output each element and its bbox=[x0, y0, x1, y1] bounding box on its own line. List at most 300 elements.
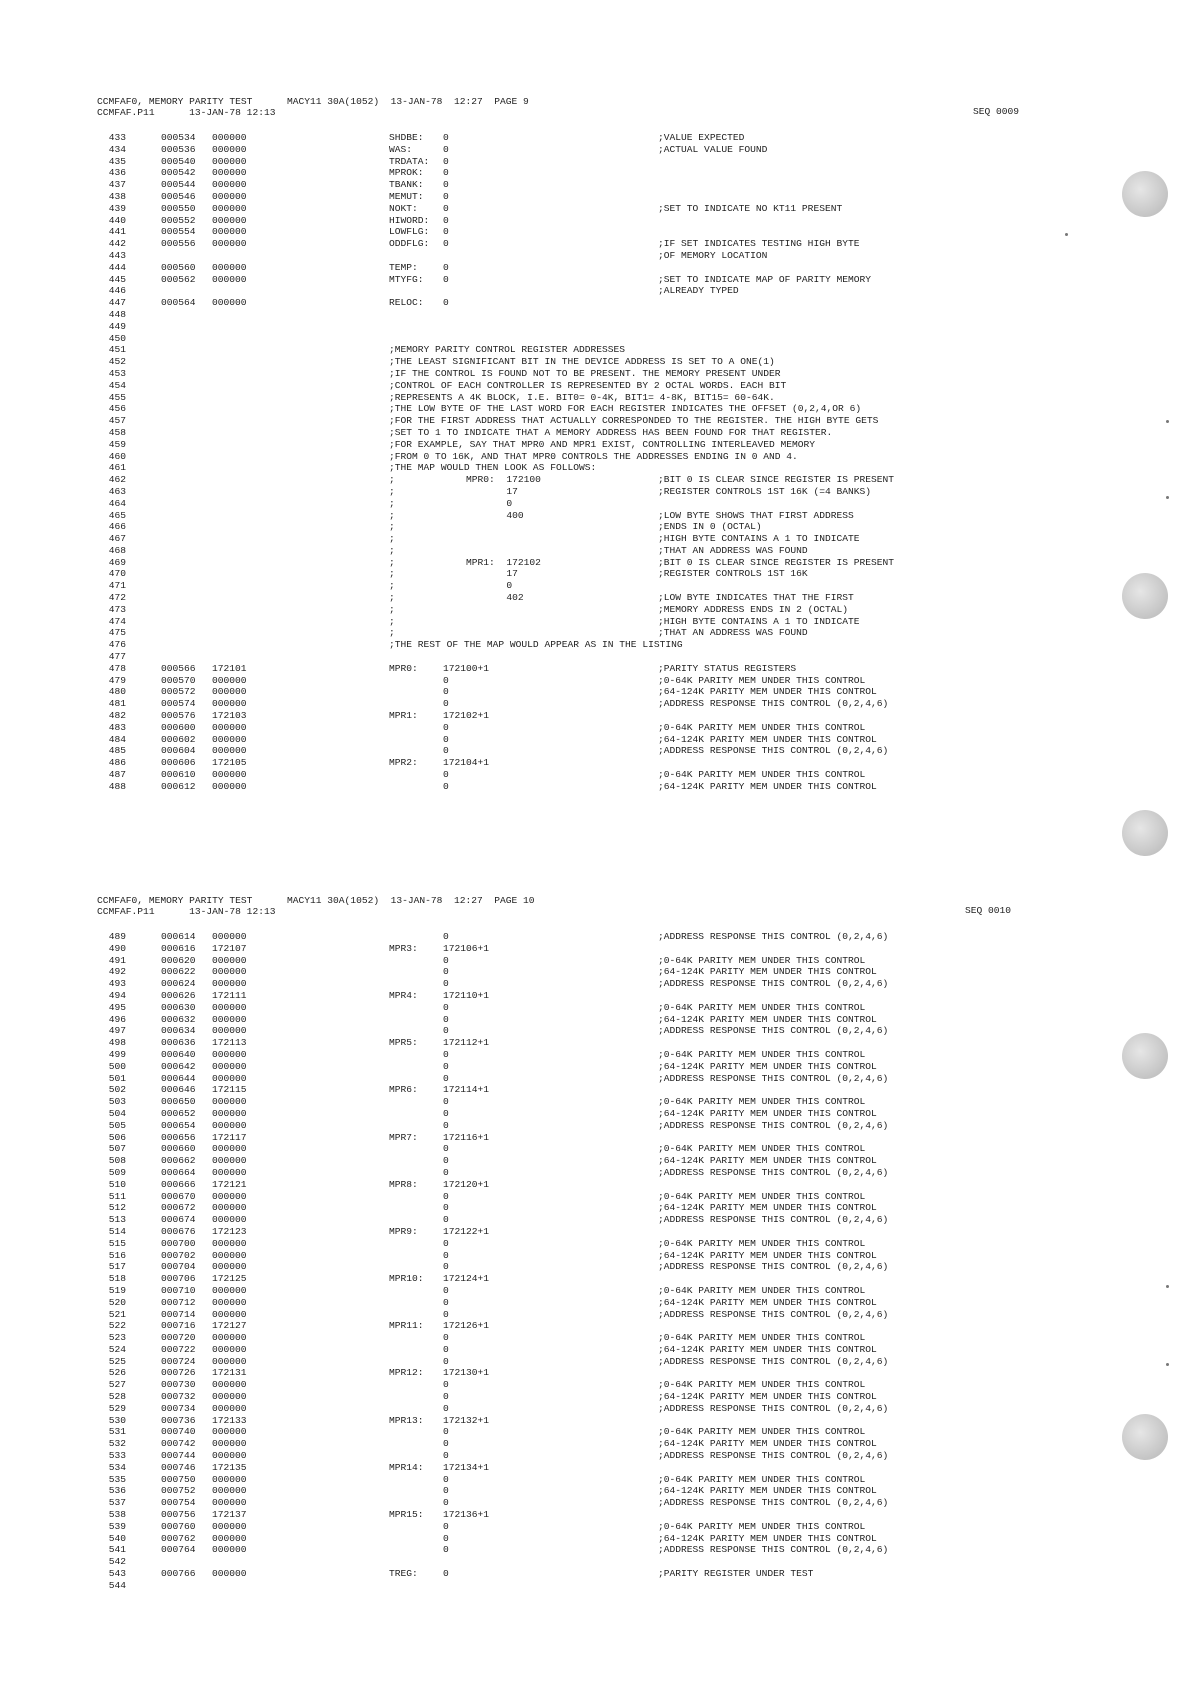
address: 000740 bbox=[161, 1426, 196, 1438]
value: 000000 bbox=[212, 261, 247, 273]
address: 000704 bbox=[161, 1261, 196, 1273]
address: 000652 bbox=[161, 1107, 196, 1119]
label: HIWORD: bbox=[389, 214, 430, 226]
line-number: 446 bbox=[108, 285, 126, 297]
value: 000000 bbox=[212, 273, 247, 285]
comment: ;0-64K PARITY MEM UNDER THIS CONTROL bbox=[658, 1284, 866, 1296]
line-number: 537 bbox=[108, 1497, 126, 1509]
value: 000000 bbox=[212, 769, 247, 781]
operand: 172110+1 bbox=[443, 989, 490, 1001]
address: 000642 bbox=[161, 1060, 196, 1072]
operand: 0 bbox=[443, 580, 513, 592]
listing-line bbox=[0, 215, 1190, 227]
operand: 0 bbox=[443, 1438, 449, 1450]
address: 000660 bbox=[161, 1143, 196, 1155]
address: 000570 bbox=[161, 674, 196, 686]
operand: 0 bbox=[443, 1202, 449, 1214]
line-number: 442 bbox=[108, 238, 126, 250]
listing-line bbox=[0, 604, 1190, 616]
listing-line bbox=[0, 1191, 1190, 1203]
listing-line bbox=[0, 1497, 1190, 1509]
value: 000000 bbox=[212, 1249, 247, 1261]
operand: 0 bbox=[443, 721, 449, 733]
operand: 0 bbox=[443, 1426, 449, 1438]
listing-line bbox=[0, 403, 1190, 415]
address: 000552 bbox=[161, 214, 196, 226]
listing-line bbox=[0, 1438, 1190, 1450]
value: 172105 bbox=[212, 757, 247, 769]
label: TBANK: bbox=[389, 179, 424, 191]
address: 000556 bbox=[161, 238, 196, 250]
line-number: 494 bbox=[108, 989, 126, 1001]
listing-line bbox=[0, 757, 1190, 769]
line-number: 534 bbox=[108, 1461, 126, 1473]
label: MPR15: bbox=[389, 1509, 424, 1521]
listing-line bbox=[0, 990, 1190, 1002]
address: 000650 bbox=[161, 1096, 196, 1108]
operand: 0 bbox=[443, 214, 449, 226]
comment: ;ADDRESS RESPONSE THIS CONTROL (0,2,4,6) bbox=[658, 1214, 889, 1226]
comment: ;ADDRESS RESPONSE THIS CONTROL (0,2,4,6) bbox=[658, 1025, 889, 1037]
operand: 0 bbox=[443, 674, 449, 686]
address: 000764 bbox=[161, 1544, 196, 1556]
address: 000702 bbox=[161, 1249, 196, 1261]
line-number: 462 bbox=[108, 474, 126, 486]
comment: ;0-64K PARITY MEM UNDER THIS CONTROL bbox=[658, 1190, 866, 1202]
line-number: 480 bbox=[108, 686, 126, 698]
line-number: 483 bbox=[108, 721, 126, 733]
comment: ;BIT 0 IS CLEAR SINCE REGISTER IS PRESENT bbox=[658, 556, 895, 568]
address: 000706 bbox=[161, 1273, 196, 1285]
line-number: 488 bbox=[108, 780, 126, 792]
listing-line bbox=[0, 1167, 1190, 1179]
value: 000000 bbox=[212, 966, 247, 978]
value: 172125 bbox=[212, 1273, 247, 1285]
value: 000000 bbox=[212, 1391, 247, 1403]
value: 000000 bbox=[212, 1166, 247, 1178]
operand: 0 bbox=[443, 155, 449, 167]
listing-line bbox=[0, 1403, 1190, 1415]
line-number: 492 bbox=[108, 966, 126, 978]
address: 000560 bbox=[161, 261, 196, 273]
operand: 0 bbox=[443, 1308, 449, 1320]
line-number: 541 bbox=[108, 1544, 126, 1556]
line-number: 451 bbox=[108, 344, 126, 356]
value: 000000 bbox=[212, 1261, 247, 1273]
address: 000726 bbox=[161, 1367, 196, 1379]
listing-line bbox=[0, 250, 1190, 262]
line-number: 440 bbox=[108, 214, 126, 226]
label: RELOC: bbox=[389, 297, 424, 309]
operand: 0 bbox=[443, 143, 449, 155]
line-number: 496 bbox=[108, 1013, 126, 1025]
comment: ;64-124K PARITY MEM UNDER THIS CONTROL bbox=[658, 733, 877, 745]
value: 000000 bbox=[212, 686, 247, 698]
value: 000000 bbox=[212, 978, 247, 990]
operand: 0 bbox=[443, 1013, 449, 1025]
address: 000604 bbox=[161, 745, 196, 757]
listing-line bbox=[0, 510, 1190, 522]
comment: ;0-64K PARITY MEM UNDER THIS CONTROL bbox=[658, 954, 866, 966]
line-number: 513 bbox=[108, 1214, 126, 1226]
listing-line bbox=[0, 1485, 1190, 1497]
line-number: 452 bbox=[108, 356, 126, 368]
listing-line bbox=[0, 498, 1190, 510]
operand: 0 bbox=[443, 167, 449, 179]
address: 000766 bbox=[161, 1568, 196, 1580]
operand: 0 bbox=[443, 1001, 449, 1013]
operand: 0 bbox=[443, 1107, 449, 1119]
line-number: 459 bbox=[108, 438, 126, 450]
listing-line bbox=[0, 1344, 1190, 1356]
value: 000000 bbox=[212, 1284, 247, 1296]
address: 000536 bbox=[161, 143, 196, 155]
line-number: 473 bbox=[108, 603, 126, 615]
listing-line bbox=[0, 1533, 1190, 1545]
line-number: 544 bbox=[108, 1579, 126, 1591]
listing-line bbox=[0, 722, 1190, 734]
address: 000714 bbox=[161, 1308, 196, 1320]
comment: ;0-64K PARITY MEM UNDER THIS CONTROL bbox=[658, 674, 866, 686]
line-number: 493 bbox=[108, 978, 126, 990]
label: ; bbox=[389, 615, 395, 627]
listing-line bbox=[0, 966, 1190, 978]
listing-line bbox=[0, 1132, 1190, 1144]
value: 000000 bbox=[212, 202, 247, 214]
address: 000644 bbox=[161, 1072, 196, 1084]
address: 000730 bbox=[161, 1379, 196, 1391]
value: 172113 bbox=[212, 1037, 247, 1049]
listing-line bbox=[0, 651, 1190, 663]
operand: 172136+1 bbox=[443, 1509, 490, 1521]
line-number: 505 bbox=[108, 1119, 126, 1131]
value: 000000 bbox=[212, 954, 247, 966]
label: LOWFLG: bbox=[389, 226, 430, 238]
comment: ;SET TO INDICATE MAP OF PARITY MEMORY bbox=[658, 273, 872, 285]
value: 000000 bbox=[212, 1202, 247, 1214]
value: 000000 bbox=[212, 1402, 247, 1414]
value: 000000 bbox=[212, 1190, 247, 1202]
punch-hole bbox=[1122, 171, 1168, 217]
listing-line bbox=[0, 1332, 1190, 1344]
punch-hole bbox=[1122, 1414, 1168, 1460]
value: 000000 bbox=[212, 1025, 247, 1037]
page-subheader: CCMFAF.P11 13-JAN-78 12:13 bbox=[97, 107, 276, 118]
line-number: 445 bbox=[108, 273, 126, 285]
listing-line bbox=[0, 474, 1190, 486]
value: 000000 bbox=[212, 1450, 247, 1462]
line-number: 439 bbox=[108, 202, 126, 214]
line-number: 466 bbox=[108, 521, 126, 533]
listing-line bbox=[0, 955, 1190, 967]
listing-line bbox=[0, 1155, 1190, 1167]
label: ; bbox=[389, 568, 395, 580]
operand: 0 bbox=[443, 1532, 449, 1544]
line-number: 504 bbox=[108, 1107, 126, 1119]
comment: ;OF MEMORY LOCATION bbox=[658, 249, 768, 261]
listing-line bbox=[0, 1061, 1190, 1073]
label: ; bbox=[389, 509, 395, 521]
listing-line bbox=[0, 462, 1190, 474]
value: 000000 bbox=[212, 1426, 247, 1438]
label: MPR9: bbox=[389, 1225, 418, 1237]
listing-line bbox=[0, 1320, 1190, 1332]
value: 000000 bbox=[212, 780, 247, 792]
value: 000000 bbox=[212, 1473, 247, 1485]
listing-line bbox=[0, 451, 1190, 463]
address: 000720 bbox=[161, 1332, 196, 1344]
operand: 0 bbox=[443, 1261, 449, 1273]
listing-line bbox=[0, 368, 1190, 380]
comment: ;ALREADY TYPED bbox=[658, 285, 739, 297]
comment: ;ADDRESS RESPONSE THIS CONTROL (0,2,4,6) bbox=[658, 1497, 889, 1509]
label: MPR8: bbox=[389, 1178, 418, 1190]
address: 000574 bbox=[161, 698, 196, 710]
listing-line bbox=[0, 1025, 1190, 1037]
listing-line bbox=[0, 179, 1190, 191]
operand: 0 bbox=[443, 1355, 449, 1367]
address: 000576 bbox=[161, 710, 196, 722]
line-number: 527 bbox=[108, 1379, 126, 1391]
line-number: 476 bbox=[108, 639, 126, 651]
operand: 0 bbox=[443, 1450, 449, 1462]
listing-line bbox=[0, 238, 1190, 250]
line-number: 465 bbox=[108, 509, 126, 521]
line-number: 441 bbox=[108, 226, 126, 238]
comment: ;0-64K PARITY MEM UNDER THIS CONTROL bbox=[658, 1048, 866, 1060]
line-number: 539 bbox=[108, 1520, 126, 1532]
listing-line bbox=[0, 533, 1190, 545]
listing-line bbox=[0, 616, 1190, 628]
label: ; bbox=[389, 533, 395, 545]
label: MPR6: bbox=[389, 1084, 418, 1096]
listing-line bbox=[0, 769, 1190, 781]
comment: ;SET TO INDICATE NO KT11 PRESENT bbox=[658, 202, 843, 214]
line-number: 453 bbox=[108, 367, 126, 379]
line-number: 517 bbox=[108, 1261, 126, 1273]
line-number: 495 bbox=[108, 1001, 126, 1013]
line-number: 475 bbox=[108, 627, 126, 639]
address: 000654 bbox=[161, 1119, 196, 1131]
listing-line bbox=[0, 663, 1190, 675]
address: 000674 bbox=[161, 1214, 196, 1226]
value: 172115 bbox=[212, 1084, 247, 1096]
listing-line bbox=[0, 439, 1190, 451]
listing-line bbox=[0, 1580, 1190, 1592]
value: 000000 bbox=[212, 698, 247, 710]
comment: ;LOW BYTE INDICATES THAT THE FIRST bbox=[658, 592, 854, 604]
line-number: 540 bbox=[108, 1532, 126, 1544]
comment: ;ADDRESS RESPONSE THIS CONTROL (0,2,4,6) bbox=[658, 931, 889, 942]
line-number: 436 bbox=[108, 167, 126, 179]
label: ; bbox=[389, 497, 395, 509]
operand: 0 bbox=[443, 1249, 449, 1261]
comment-line: ;THE MAP WOULD THEN LOOK AS FOLLOWS: bbox=[389, 462, 597, 474]
address: 000750 bbox=[161, 1473, 196, 1485]
listing-line bbox=[0, 545, 1190, 557]
value: 172103 bbox=[212, 710, 247, 722]
listing-line bbox=[0, 686, 1190, 698]
listing-line bbox=[0, 1238, 1190, 1250]
comment: ;0-64K PARITY MEM UNDER THIS CONTROL bbox=[658, 1096, 866, 1108]
operand: 0 bbox=[443, 1402, 449, 1414]
comment: ;ADDRESS RESPONSE THIS CONTROL (0,2,4,6) bbox=[658, 745, 889, 757]
label: TEMP: bbox=[389, 261, 418, 273]
operand: 17 bbox=[443, 568, 518, 580]
value: 000000 bbox=[212, 1379, 247, 1391]
comment: ;64-124K PARITY MEM UNDER THIS CONTROL bbox=[658, 1060, 877, 1072]
comment: ;PARITY REGISTER UNDER TEST bbox=[658, 1568, 814, 1580]
operand: 172102+1 bbox=[443, 710, 490, 722]
address: 000624 bbox=[161, 978, 196, 990]
line-number: 536 bbox=[108, 1485, 126, 1497]
address: 000760 bbox=[161, 1520, 196, 1532]
value: 000000 bbox=[212, 143, 247, 155]
listing-line bbox=[0, 1143, 1190, 1155]
comment: ;0-64K PARITY MEM UNDER THIS CONTROL bbox=[658, 721, 866, 733]
operand: 172112+1 bbox=[443, 1037, 490, 1049]
operand: 0 bbox=[443, 261, 449, 273]
address: 000734 bbox=[161, 1402, 196, 1414]
listing-line bbox=[0, 931, 1190, 943]
listing-line bbox=[0, 1309, 1190, 1321]
comment: ;ADDRESS RESPONSE THIS CONTROL (0,2,4,6) bbox=[658, 1450, 889, 1462]
label: WAS: bbox=[389, 143, 413, 155]
operand: 0 bbox=[443, 190, 449, 202]
label: MPROK: bbox=[389, 167, 424, 179]
line-number: 433 bbox=[108, 132, 126, 143]
address: 000710 bbox=[161, 1284, 196, 1296]
address: 000664 bbox=[161, 1166, 196, 1178]
comment: ;HIGH BYTE CONTAINS A 1 TO INDICATE bbox=[658, 615, 860, 627]
address: 000544 bbox=[161, 179, 196, 191]
value: 000000 bbox=[212, 1001, 247, 1013]
listing-line bbox=[0, 415, 1190, 427]
operand: 0 bbox=[443, 1060, 449, 1072]
value: 000000 bbox=[212, 238, 247, 250]
line-number: 533 bbox=[108, 1450, 126, 1462]
line-number: 511 bbox=[108, 1190, 126, 1202]
value: 172123 bbox=[212, 1225, 247, 1237]
operand: 172122+1 bbox=[443, 1225, 490, 1237]
comment-line: ;FOR THE FIRST ADDRESS THAT ACTUALLY CORRESPONDED TO THE REGISTER. THE HIGH BYTE GETS bbox=[389, 415, 879, 427]
listing-line bbox=[0, 226, 1190, 238]
address: 000722 bbox=[161, 1343, 196, 1355]
label: MEMUT: bbox=[389, 190, 424, 202]
line-number: 455 bbox=[108, 391, 126, 403]
address: 000744 bbox=[161, 1450, 196, 1462]
line-number: 525 bbox=[108, 1355, 126, 1367]
line-number: 512 bbox=[108, 1202, 126, 1214]
operand: 0 bbox=[443, 1096, 449, 1108]
listing-line bbox=[0, 262, 1190, 274]
comment-line: ;THE LEAST SIGNIFICANT BIT IN THE DEVICE ADDRESS IS SET TO A ONE(1) bbox=[389, 356, 775, 368]
operand: 0 bbox=[443, 1025, 449, 1037]
address: 000602 bbox=[161, 733, 196, 745]
operand: 0 bbox=[443, 132, 449, 143]
line-number: 485 bbox=[108, 745, 126, 757]
line-number: 454 bbox=[108, 379, 126, 391]
comment: ;64-124K PARITY MEM UNDER THIS CONTROL bbox=[658, 1391, 877, 1403]
line-number: 528 bbox=[108, 1391, 126, 1403]
listing-line bbox=[0, 1544, 1190, 1556]
operand: 0 bbox=[443, 273, 449, 285]
comment: ;ADDRESS RESPONSE THIS CONTROL (0,2,4,6) bbox=[658, 1355, 889, 1367]
listing-line bbox=[0, 156, 1190, 168]
listing-line bbox=[0, 568, 1190, 580]
line-number: 450 bbox=[108, 332, 126, 344]
page-header: CCMFAF0, MEMORY PARITY TEST MACY11 30A(1052) 13-JAN-78 12:27 PAGE 10 bbox=[97, 895, 535, 906]
line-number: 469 bbox=[108, 556, 126, 568]
label: ; bbox=[389, 544, 395, 556]
comment: ;64-124K PARITY MEM UNDER THIS CONTROL bbox=[658, 1296, 877, 1308]
comment: ;64-124K PARITY MEM UNDER THIS CONTROL bbox=[658, 1343, 877, 1355]
label: MTYFG: bbox=[389, 273, 424, 285]
line-number: 503 bbox=[108, 1096, 126, 1108]
line-number: 467 bbox=[108, 533, 126, 545]
listing-line bbox=[0, 978, 1190, 990]
listing-line bbox=[0, 144, 1190, 156]
comment-line: ;THE REST OF THE MAP WOULD APPEAR AS IN THE LISTING bbox=[389, 639, 683, 651]
listing-line bbox=[0, 1556, 1190, 1568]
comment-line: ;REPRESENTS A 4K BLOCK, I.E. BIT0= 0-4K, BIT1= 4-8K, BIT15= 60-64K. bbox=[389, 391, 775, 403]
address: 000542 bbox=[161, 167, 196, 179]
listing-line bbox=[0, 1202, 1190, 1214]
line-number: 526 bbox=[108, 1367, 126, 1379]
comment: ;REGISTER CONTROLS 1ST 16K (=4 BANKS) bbox=[658, 485, 872, 497]
value: 000000 bbox=[212, 226, 247, 238]
operand: 0 bbox=[443, 1473, 449, 1485]
line-number: 506 bbox=[108, 1131, 126, 1143]
line-number: 434 bbox=[108, 143, 126, 155]
value: 000000 bbox=[212, 1060, 247, 1072]
label: MPR13: bbox=[389, 1414, 424, 1426]
comment: ;ENDS IN 0 (OCTAL) bbox=[658, 521, 762, 533]
value: 172107 bbox=[212, 942, 247, 954]
value: 000000 bbox=[212, 1343, 247, 1355]
value: 172117 bbox=[212, 1131, 247, 1143]
value: 000000 bbox=[212, 1143, 247, 1155]
value: 172135 bbox=[212, 1461, 247, 1473]
scan-speck bbox=[1166, 420, 1169, 423]
line-number: 531 bbox=[108, 1426, 126, 1438]
value: 000000 bbox=[212, 1332, 247, 1344]
listing-line bbox=[0, 1415, 1190, 1427]
listing-line bbox=[0, 1462, 1190, 1474]
listing-line bbox=[0, 1509, 1190, 1521]
comment-line: ;SET TO 1 TO INDICATE THAT A MEMORY ADDRESS HAS BEEN FOUND FOR THAT REGISTER. bbox=[389, 426, 833, 438]
comment: ;LOW BYTE SHOWS THAT FIRST ADDRESS bbox=[658, 509, 854, 521]
comment: ;THAT AN ADDRESS WAS FOUND bbox=[658, 544, 808, 556]
operand: 0 bbox=[443, 733, 449, 745]
line-number: 478 bbox=[108, 662, 126, 674]
operand: 0 bbox=[443, 1166, 449, 1178]
line-number: 538 bbox=[108, 1509, 126, 1521]
value: 172133 bbox=[212, 1414, 247, 1426]
comment: ;64-124K PARITY MEM UNDER THIS CONTROL bbox=[658, 686, 877, 698]
label: MPR4: bbox=[389, 989, 418, 1001]
listing-line bbox=[0, 1226, 1190, 1238]
operand: 172104+1 bbox=[443, 757, 490, 769]
label: ; bbox=[389, 485, 395, 497]
sequence-number: SEQ 0010 bbox=[965, 905, 1012, 916]
label: MPR2: bbox=[389, 757, 418, 769]
label: ; bbox=[389, 603, 395, 615]
operand: 0 bbox=[443, 1485, 449, 1497]
label: MPR1: bbox=[389, 710, 418, 722]
comment: ;ADDRESS RESPONSE THIS CONTROL (0,2,4,6) bbox=[658, 1261, 889, 1273]
value: 000000 bbox=[212, 1237, 247, 1249]
